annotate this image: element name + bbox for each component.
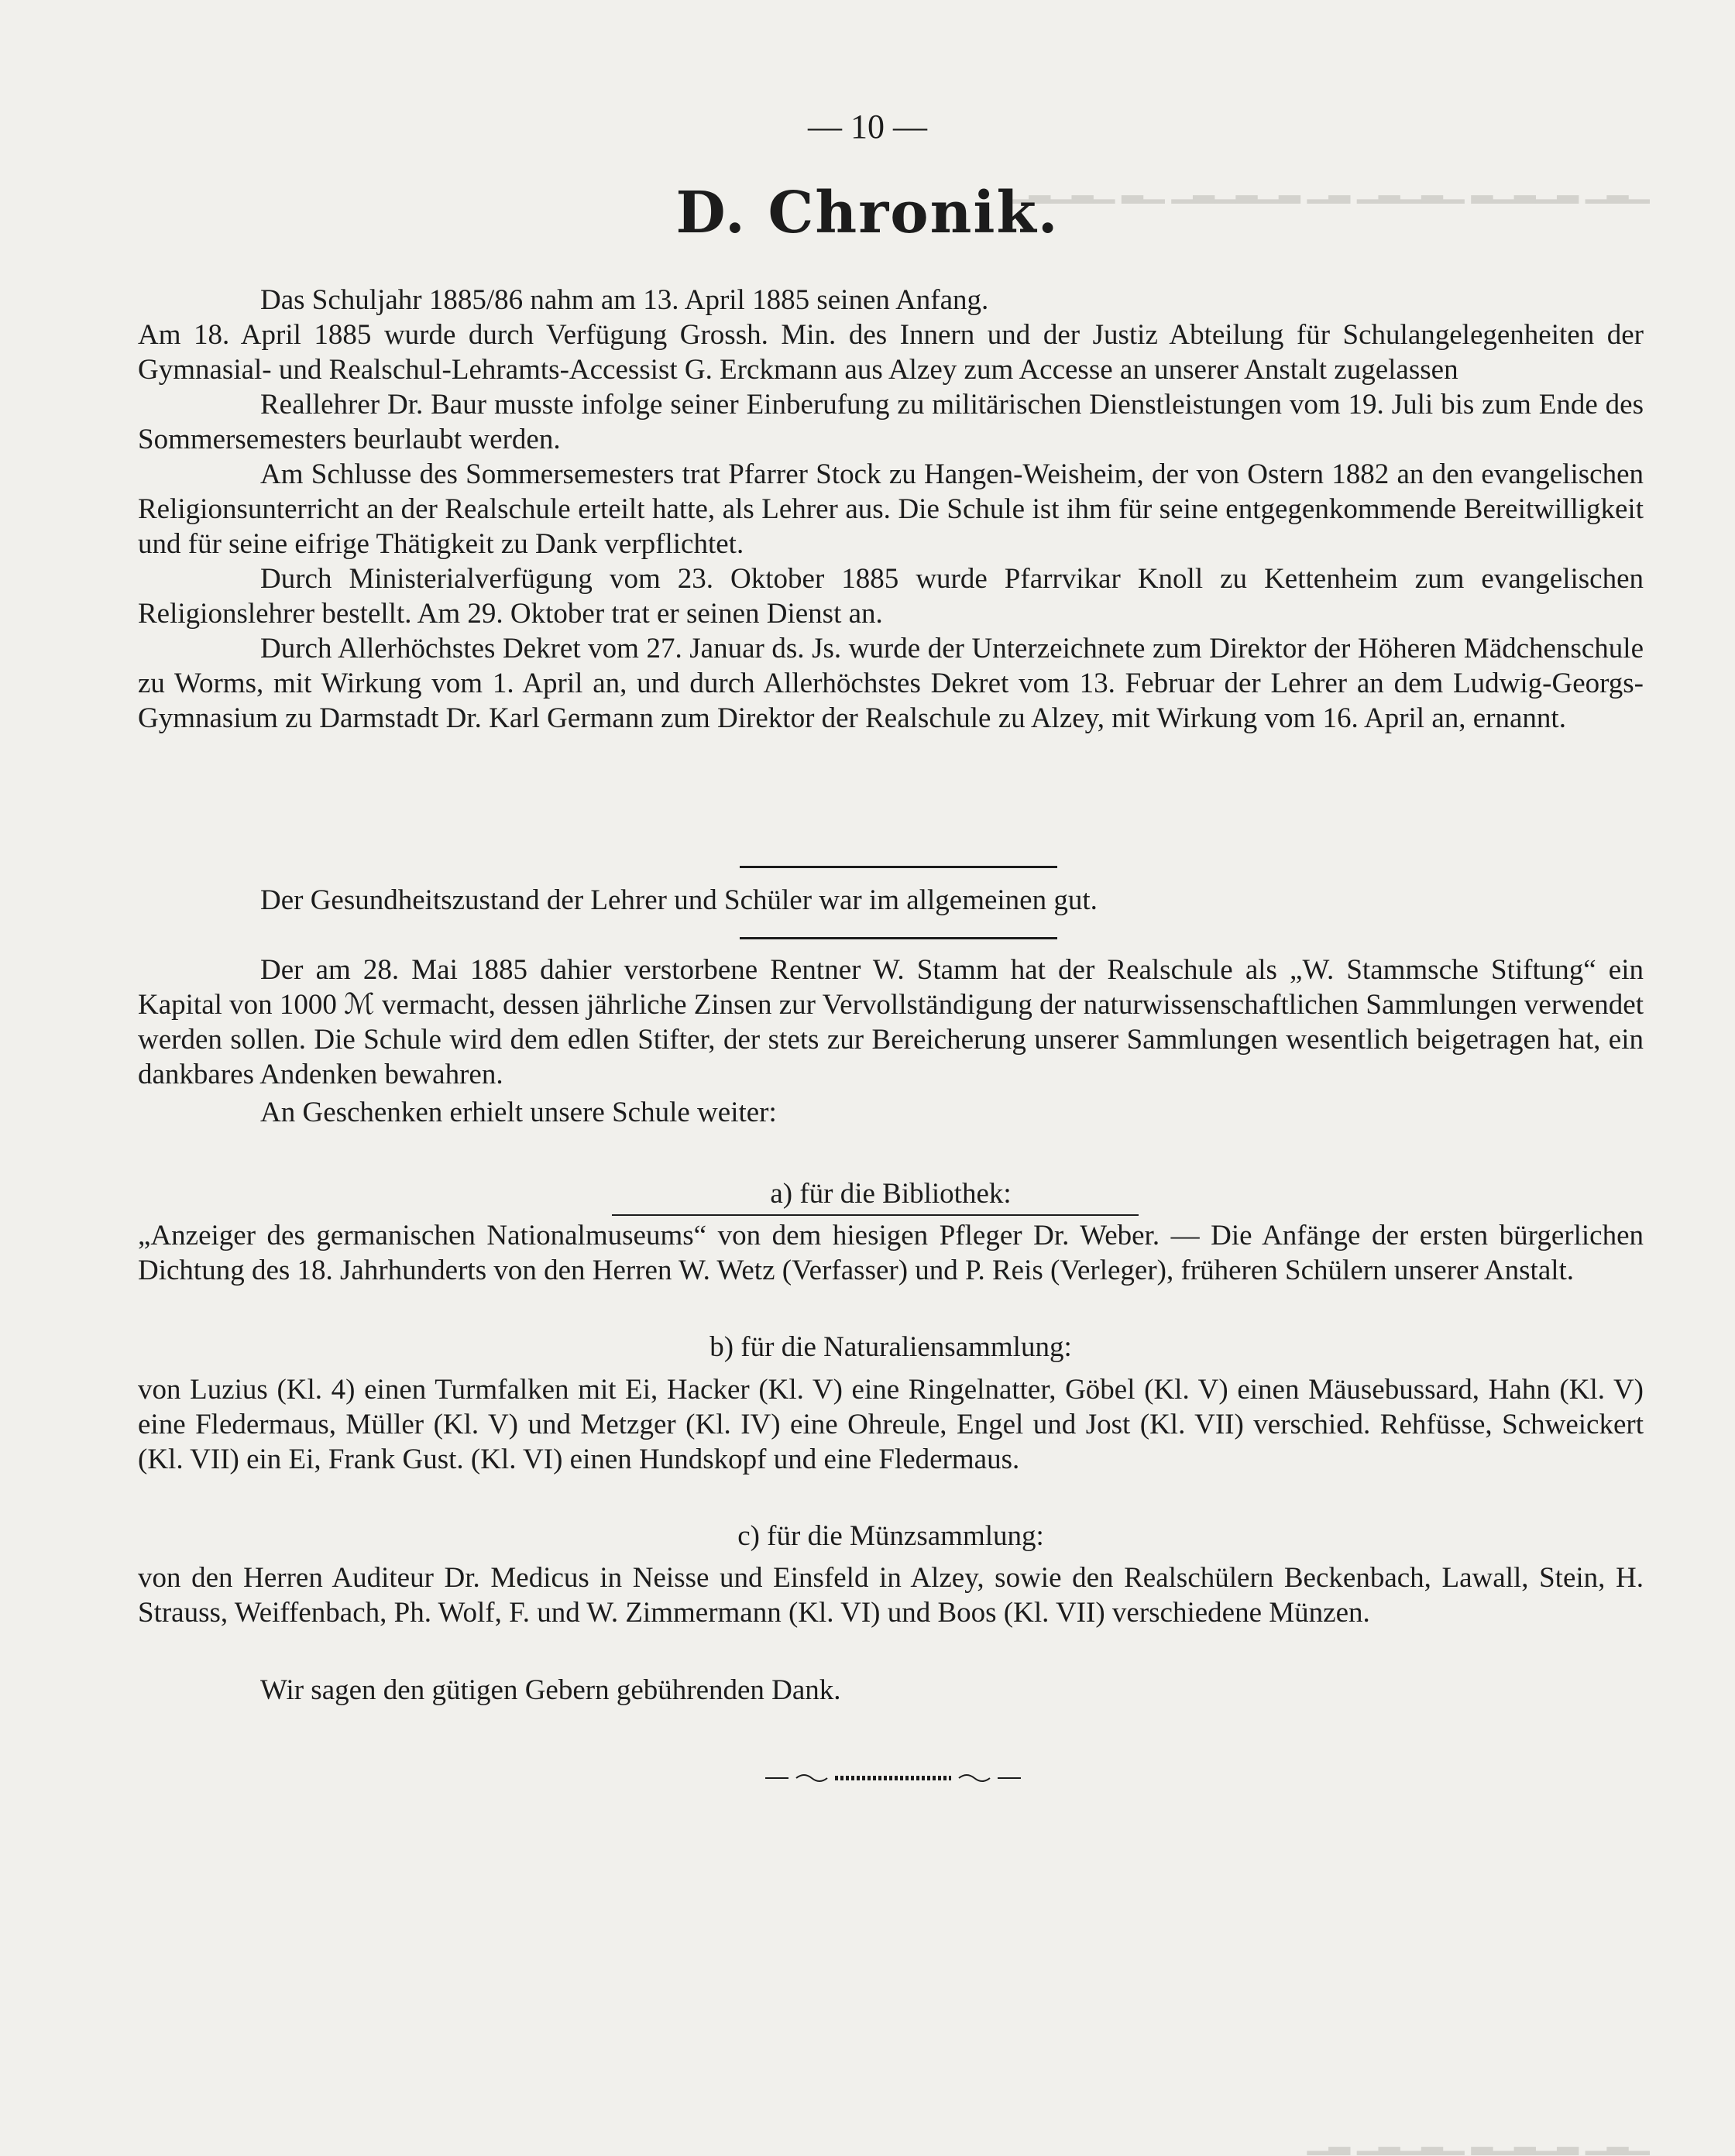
paragraph: Am 18. April 1885 wurde durch Verfügung Grossh. Min. des Innern und der Justiz Abteilung für Schulangelegenheiten der Gymnasial- und Realschul-Lehramts-Accessist G. Erckmann aus Alzey zum Accesse an unserer Anstalt zugelassen <box>138 319 1644 386</box>
section-divider <box>740 937 1057 939</box>
paragraph: Durch Ministerialverfügung vom 23. Oktober 1885 wurde Pfarrvikar Knoll zu Kettenheim zum evangelischen Religionslehrer bestellt. Am 29. Oktober trat er seinen Dienst an. <box>138 563 1644 630</box>
section-divider <box>612 1214 1139 1216</box>
page-number: — 10 — <box>808 108 927 146</box>
paragraph: Der Gesundheitszustand der Lehrer und Schüler war im allgemeinen gut. <box>260 884 1098 916</box>
bleed-through-decoration: ▁▂▁ ▂▁▂▁▂ ▁▂▁▂▁ ▂▁ <box>1307 2123 1650 2154</box>
section-divider <box>740 866 1057 868</box>
gift-text-library <box>138 1218 1644 1288</box>
paragraph: Reallehrer Dr. Baur musste infolge seiner Einberufung zu militärischen Dienstleistungen vom 19. Juli bis zum Ende des Sommersemesters beurlaubt werden. <box>138 389 1644 455</box>
bleed-through-decoration: ▁▂▁ ▂▁▂▁▂ ▁▂▁▂▁ ▂▁ ▂▁▂▁▂▁ ▁▂ ▁▂▁▂▁ <box>1007 172 1650 203</box>
gift-heading-library: a) für die Bibliothek: <box>770 1178 1012 1210</box>
paragraph: Am Schlusse des Sommersemesters trat Pfarrer Stock zu Hangen-Weisheim, der von Ostern 1882 an den evangelischen Religionsunterricht an der Realschule erteilt hatte, als Lehrer aus. Die Schule ist ihm für seine entgegenkommende Bereitwilligkeit und für seine eifrige Thätigkeit zu Dank verpflichtet. <box>138 458 1644 560</box>
paragraph: Durch Allerhöchstes Dekret vom 27. Januar ds. Js. wurde der Unterzeichnete zum Direktor der Höheren Mädchenschule zu Worms, mit Wirkung vom 1. April an, und durch Allerhöchstes Dekret vom 13. Februar der Lehrer an dem Ludwig-Georgs-Gymnasium zu Darmstadt Dr. Karl Germann zum Direktor der Realschule zu Alzey, mit Wirkung vom 16. April an, ernannt. <box>138 633 1644 734</box>
gift-heading-coins: c) für die Münzsammlung: <box>737 1520 1044 1552</box>
health-section <box>138 883 1644 918</box>
paragraph: von den Herren Auditeur Dr. Medicus in Neisse und Einsfeld in Alzey, sowie den Realschülern Beckenbach, Lawall, Stein, H. Strauss, Weiffenbach, Ph. Wolf, F. und W. Zimmermann (Kl. VI) und Boos (Kl. VII) verschiedene Münzen. <box>138 1562 1644 1629</box>
paragraph: Das Schuljahr 1885/86 nahm am 13. April 1885 seinen Anfang. <box>260 284 989 316</box>
bequest-section <box>138 953 1644 1130</box>
gift-text-coins <box>138 1560 1644 1630</box>
gift-text-natural <box>138 1372 1644 1477</box>
paragraph: „Anzeiger des germanischen Nationalmuseums“ von dem hiesigen Pfleger Dr. Weber. — Die Anfänge der ersten bürgerlichen Dichtung des 18. Jahrhunderts von den Herren W. Wetz (Verfasser) und P. Reis (Verleger), früheren Schülern unserer Anstalt. <box>138 1220 1644 1286</box>
paragraph: von Luzius (Kl. 4) einen Turmfalken mit Ei, Hacker (Kl. V) eine Ringelnatter, Göbel (Kl. V) einen Mäusebussard, Hahn (Kl. V) eine Fledermaus, Müller (Kl. V) und Metzger (Kl. IV) eine Ohreule, Engel und Jost (Kl. VII) verschied. Rehfüsse, Schweickert (Kl. VII) ein Ei, Frank Gust. (Kl. VI) einen Hundskopf und eine Fledermaus. <box>138 1374 1644 1475</box>
page-title: D. Chronik. <box>675 180 1060 246</box>
paragraph: An Geschenken erhielt unsere Schule weiter: <box>260 1097 777 1128</box>
end-ornament-icon <box>765 1770 1021 1787</box>
thanks-section <box>138 1673 1644 1708</box>
paragraph: Wir sagen den gütigen Gebern gebührenden Dank. <box>260 1674 841 1706</box>
chronicle-section <box>138 283 1644 736</box>
paragraph: Der am 28. Mai 1885 dahier verstorbene Rentner W. Stamm hat der Realschule als „W. Stammsche Stiftung“ ein Kapital von 1000 ℳ vermacht, dessen jährliche Zinsen zur Vervollständigung der naturwissenschaftlichen Sammlungen verwendet werden sollen. Die Schule wird dem edlen Stifter, der stets zur Bereicherung unserer Sammlungen wesentlich beigetragen hat, ein dankbares Andenken bewahren. <box>138 954 1644 1090</box>
gift-heading-natural: b) für die Naturaliensammlung: <box>709 1331 1072 1363</box>
